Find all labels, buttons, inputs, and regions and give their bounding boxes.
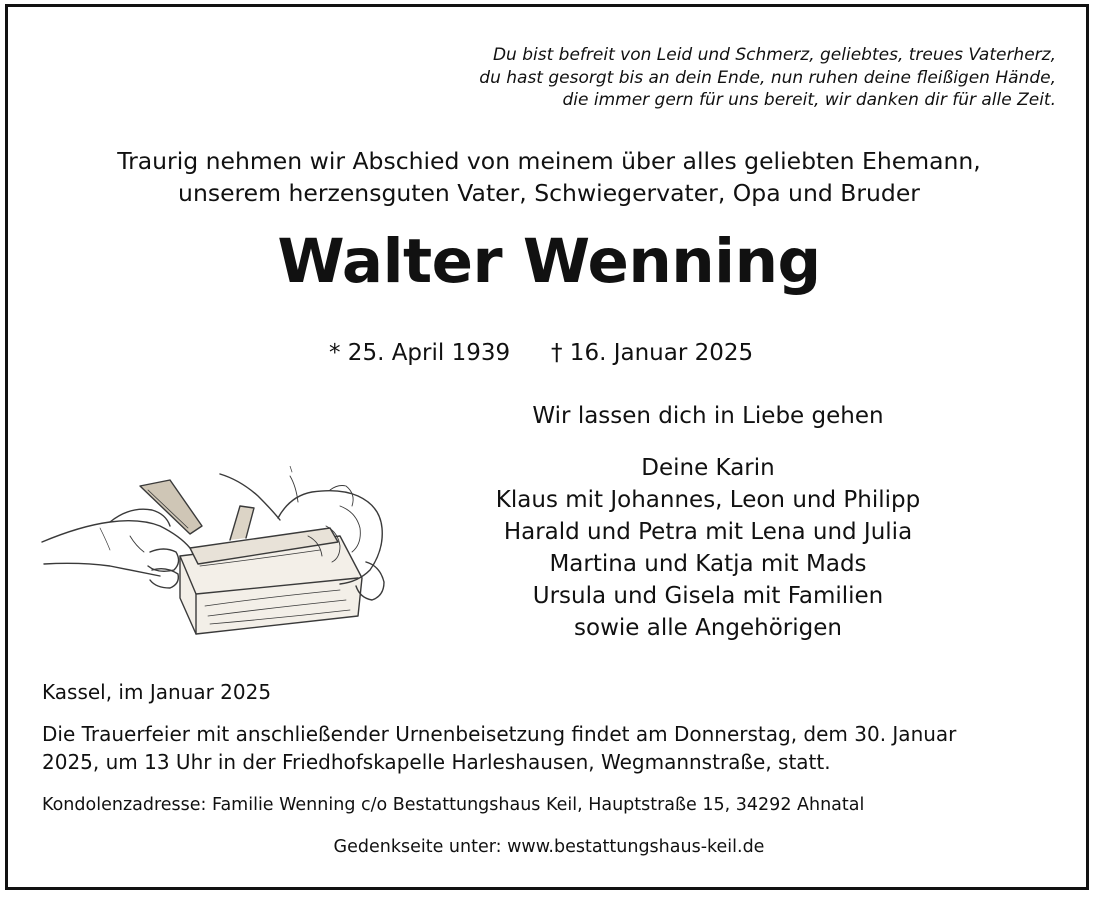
intro-line: Traurig nehmen wir Abschied von meinem über alles geliebten Ehemann,: [117, 147, 981, 175]
place-and-date: Kassel, im Januar 2025: [42, 680, 272, 704]
family-member: Ursula und Gisela mit Familien: [532, 583, 884, 609]
service-line: Die Trauerfeier mit anschließender Urnenbeisetzung findet am Donnerstag, dem 30. Januar: [42, 722, 957, 746]
condolence-address: Kondolenzadresse: Familie Wenning c/o Bestattungshaus Keil, Hauptstraße 15, 34292 Ahnatal: [42, 795, 865, 815]
funeral-service-info: [42, 720, 1062, 776]
family-member: Harald und Petra mit Lena und Julia: [503, 519, 913, 545]
farewell-line: Wir lassen dich in Liebe gehen: [532, 403, 884, 429]
poem-line: du hast gesorgt bis an dein Ende, nun ruhen deine fleißigen Hände,: [479, 67, 1056, 88]
family-member: Klaus mit Johannes, Leon und Philipp: [495, 487, 921, 513]
intro-line: unserem herzensguten Vater, Schwiegervater, Opa und Bruder: [178, 179, 920, 207]
family-member: Deine Karin: [641, 455, 775, 481]
death-date: † 16. Januar 2025: [551, 340, 754, 366]
service-line: 2025, um 13 Uhr in der Friedhofskapelle Harleshausen, Wegmannstraße, statt.: [42, 750, 831, 774]
poem: [296, 44, 1056, 112]
birth-date: * 25. April 1939: [329, 340, 511, 366]
memorial-page-link[interactable]: Gedenkseite unter: www.bestattungshaus-keil.de: [333, 837, 765, 857]
intro-text: [0, 145, 1098, 209]
deceased-name: Walter Wenning: [277, 226, 821, 297]
family-list: [420, 452, 996, 644]
hands-planing-wood-icon: [40, 466, 390, 642]
family-member: Martina und Katja mit Mads: [549, 551, 867, 577]
family-member: sowie alle Angehörigen: [574, 615, 842, 641]
poem-line: Du bist befreit von Leid und Schmerz, geliebtes, treues Vaterherz,: [492, 45, 1056, 65]
poem-line: die immer gern für uns bereit, wir danken dir für alle Zeit.: [562, 90, 1056, 110]
